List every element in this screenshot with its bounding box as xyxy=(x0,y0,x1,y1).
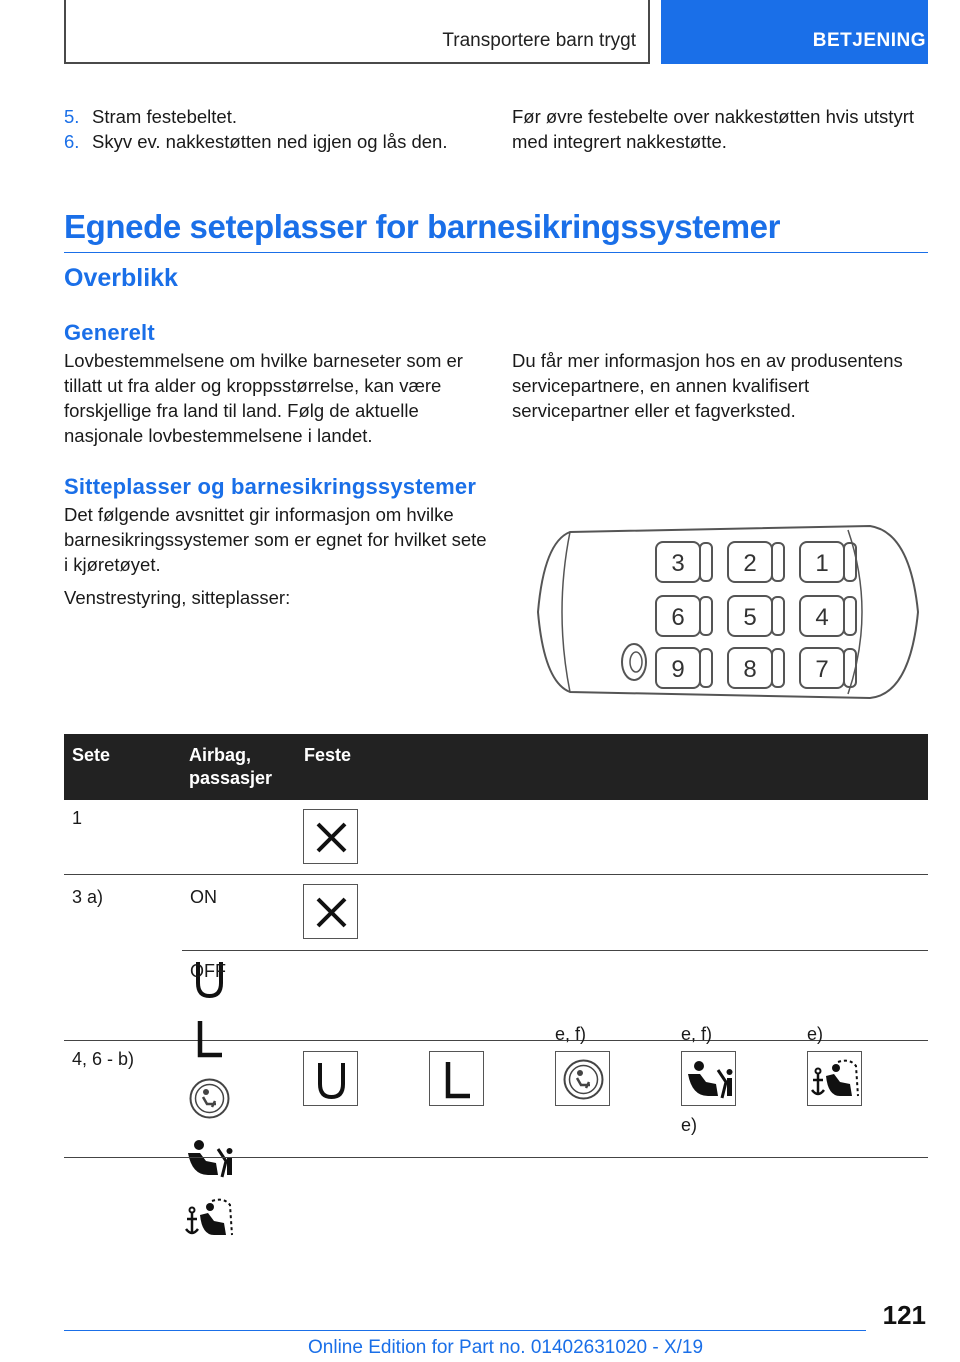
seating-caption: Venstrestyring, sitteplasser: xyxy=(64,587,291,608)
header-mount: Feste xyxy=(304,745,352,765)
steps-list xyxy=(64,104,494,154)
table-row-group xyxy=(64,875,928,1044)
seat-number: 1 xyxy=(815,550,829,577)
row-seat: 4, 6 - b) xyxy=(72,1049,135,1069)
footnote-ref: e) xyxy=(807,1024,824,1044)
row-airbag: OFF xyxy=(190,961,226,981)
page-header xyxy=(64,0,928,64)
seating-heading: Sitteplasser og barnesikringssystemer xyxy=(64,474,477,499)
seat-number: 3 xyxy=(671,550,685,577)
footnote-ref: e, f) xyxy=(681,1024,713,1044)
seat-number: 7 xyxy=(815,656,829,683)
seat-3 xyxy=(656,542,712,582)
seat-number: 9 xyxy=(671,656,685,683)
seat-number: 6 xyxy=(671,604,685,631)
table-row xyxy=(64,1041,928,1158)
step-number: 6. xyxy=(64,131,80,152)
seat-number: 2 xyxy=(743,550,757,577)
universal-u-icon xyxy=(182,951,928,1011)
general-heading: Generelt xyxy=(64,320,155,345)
general-left-text: Lovbestemmelsene om hvilke barneseter som er tillatt ut fra alder og kroppsstørrelse, kan være forskjellige fra land til land. Følg de aktuelle nasjonale lovbestemmelsene i landet. xyxy=(64,350,463,446)
footnote-ref: e, f) xyxy=(555,1024,587,1044)
footer-divider xyxy=(64,1330,866,1331)
header-airbag: Airbag, passasjer xyxy=(189,745,273,788)
main-heading: Egnede seteplasser for barnesikringssystemer xyxy=(64,208,928,253)
page-number: 121 xyxy=(882,1300,926,1330)
step-text: Skyv ev. nakkestøtten ned igjen og lås den. xyxy=(92,131,448,152)
table-row xyxy=(182,875,928,951)
step-item xyxy=(64,129,494,154)
isize-anchor-child-seat-icon xyxy=(807,1051,862,1106)
step-item xyxy=(64,104,494,129)
x-icon xyxy=(303,884,358,939)
seat-6 xyxy=(656,596,712,636)
child-seat-icon xyxy=(555,1051,610,1106)
table-row xyxy=(64,800,928,875)
seat-number: 4 xyxy=(815,604,829,631)
seat-2 xyxy=(728,542,784,582)
x-icon xyxy=(303,809,358,864)
row-seat: 3 a) xyxy=(72,887,104,907)
header-seat: Sete xyxy=(72,745,111,765)
step-number: 5. xyxy=(64,106,80,127)
isofix-child-seat-icon xyxy=(681,1051,736,1106)
seat-9 xyxy=(656,648,712,688)
seat-7 xyxy=(800,648,856,688)
seat-table xyxy=(64,734,928,1158)
row-airbag: ON xyxy=(190,887,217,907)
chapter-label xyxy=(661,30,928,52)
seat-number: 5 xyxy=(743,604,757,631)
seat-number: 8 xyxy=(743,656,757,683)
semi-universal-l-icon xyxy=(429,1051,484,1106)
seat-8 xyxy=(728,648,784,688)
seat-1 xyxy=(800,542,856,582)
table-header xyxy=(64,734,928,800)
car-seating-diagram xyxy=(530,522,920,702)
general-right-text: Du får mer informasjon hos en av produsentens servicepartnere, en annen kvalifisert servicepartner eller et fagverksted. xyxy=(512,350,903,421)
seat-5 xyxy=(728,596,784,636)
row-seat: 1 xyxy=(72,808,83,828)
table-row xyxy=(182,951,928,1044)
section-title: Transportere barn trygt xyxy=(442,30,636,51)
overview-heading: Overblikk xyxy=(64,264,178,292)
right-intro-text: Før øvre festebelte over nakkestøtten hvis utstyrt med integrert nakkestøtte. xyxy=(512,106,914,152)
isize-anchor-child-seat-icon xyxy=(182,1191,928,1251)
footer-edition: Online Edition for Part no. 01402631020 - X/19 xyxy=(308,1337,704,1358)
seating-text: Det følgende avsnittet gir informasjon om hvilke barnesikringssystemer som er egnet for hvilket sete i kjøretøyet. xyxy=(64,504,487,575)
seat-4 xyxy=(800,596,856,636)
steering-wheel-icon xyxy=(622,644,646,680)
step-text: Stram festebeltet. xyxy=(92,106,237,127)
footnote-ref: e) xyxy=(681,1115,698,1135)
chapter-label-text: BETJENING xyxy=(812,30,926,51)
universal-u-icon xyxy=(303,1051,358,1106)
